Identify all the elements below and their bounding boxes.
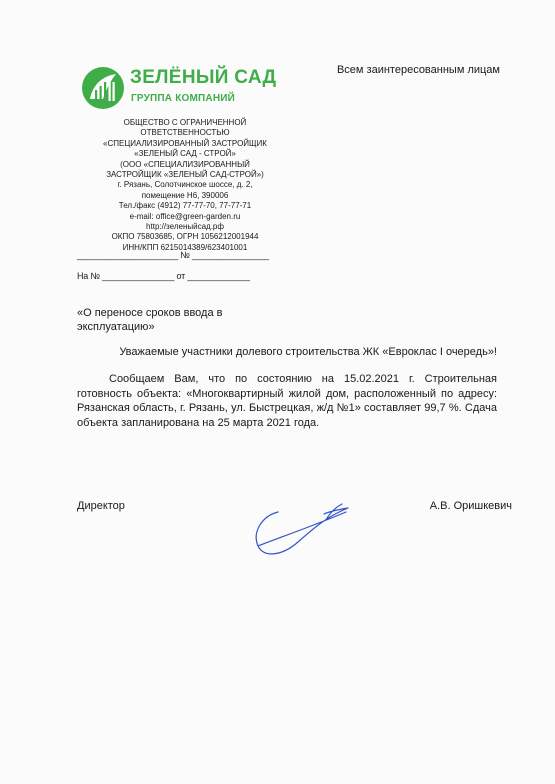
signer-name: А.В. Оришкевич bbox=[429, 500, 512, 512]
requisite-line: (ООО «СПЕЦИАЛИЗИРОВАННЫЙ bbox=[120, 159, 250, 169]
requisite-line: «СПЕЦИАЛИЗИРОВАННЫЙ ЗАСТРОЙЩИК bbox=[103, 138, 267, 148]
letter-body: Сообщаем Вам, что по состоянию на 15.02.2021 г. Строительная готовность объекта: «Многоквартирный жилой дом, расположенный по адресу: Рязанская область, г. Рязань, ул. Быстрецкая, ж/д №1» составляет 99,7 %. Сдача объекта запланирована на 25 марта 2021 года. bbox=[77, 373, 497, 429]
requisite-line: ЗАСТРОЙЩИК «ЗЕЛЕНЫЙ САД-СТРОЙ») bbox=[106, 170, 264, 180]
reference-number-line: На № _______________ от _____________ bbox=[77, 271, 250, 281]
requisite-line: Тел./факс (4912) 77-77-70, 77-77-71 bbox=[118, 201, 252, 211]
requisite-line: помещение Н6, 390006 bbox=[141, 190, 229, 200]
signer-position: Директор bbox=[77, 500, 125, 512]
requisite-line: ОБЩЕСТВО С ОГРАНИЧЕННОЙ bbox=[123, 118, 247, 127]
requisite-line: http://зеленыйсад.рф bbox=[146, 222, 224, 232]
requisite-line: ОТВЕТСТВЕННОСТЬЮ bbox=[140, 128, 230, 138]
outgoing-number-line: _____________________ № ________________ bbox=[77, 250, 269, 260]
recipient: Всем заинтересованным лицам bbox=[336, 64, 500, 76]
requisite-line: ИНН/КПП 6215014389/623401001 bbox=[122, 242, 248, 252]
letter-subject: «О переносе сроков ввода в эксплуатацию» bbox=[77, 307, 223, 333]
company-requisites bbox=[70, 118, 300, 253]
requisite-line: ОКПО 75803685, ОГРН 1056212001944 bbox=[111, 232, 259, 242]
company-logo bbox=[81, 66, 281, 112]
letter-greeting: Уважаемые участники долевого строительства ЖК «Евроклас I очередь»! bbox=[119, 346, 497, 358]
logo-name: ЗЕЛЁНЫЙ САД bbox=[130, 67, 277, 88]
requisite-line: г. Рязань, Солотчинское шоссе, д. 2, bbox=[117, 180, 253, 190]
leaf-building-logo-icon bbox=[81, 66, 125, 110]
logo-subtitle: ГРУППА КОМПАНИЙ bbox=[131, 93, 236, 104]
requisite-line: «ЗЕЛЕНЫЙ САД - СТРОЙ» bbox=[134, 149, 236, 159]
requisite-line: e-mail: office@green-garden.ru bbox=[129, 211, 241, 221]
handwritten-signature-icon bbox=[248, 498, 358, 564]
